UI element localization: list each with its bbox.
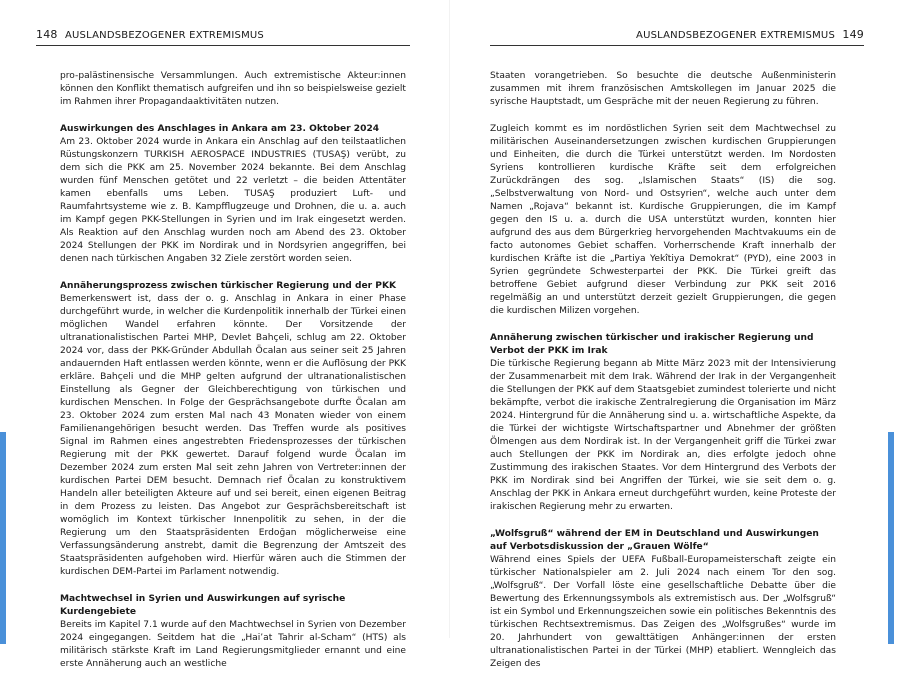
header-rule	[36, 45, 410, 46]
running-header-left	[36, 28, 264, 41]
page-number: 149	[842, 28, 864, 41]
paragraph: Staaten vorangetrieben. So besuchte die deutsche Außenministerin zusammen mit ihrem französischen Amtskollegen im Januar 2025 die syrische Hauptstadt, um Gespräche mit der neuen Regierung zu führen.	[490, 71, 836, 107]
subheading: Auswirkungen des Anschlages in Ankara am 23. Oktober 2024	[60, 124, 380, 134]
running-header-right	[636, 28, 864, 41]
paragraph: pro-palästinensische Versammlungen. Auch extremistische Akteur:innen können den Konflikt thematisch aufgreifen und ihn so beispielsweise gezielt im Rahmen ihrer Propagandaaktivitäten nutzen.	[60, 71, 406, 107]
paragraph: Die türkische Regierung begann ab Mitte März 2023 mit der Intensivierung der Zusammenarbeit mit dem Irak. Während der Irak in der Vergangenheit die Stellungen der PKK auf dem Staatsgebiet zumindest tolerierte und nicht bekämpfte, verbot die irakische Zentralregierung die Organisation im März 2024. Hintergrund für die Annäherung sind u. a. wirtschaftliche Aspekte, da die Türkei der wichtigste Wirtschaftspartner und Abnehmer der größten Ölmengen aus dem Nordirak ist. In der Vergangenheit griff die Türkei zwar auch Stellungen der PKK im Nordirak an, dies erfolgte jedoch ohne Zustimmung des irakischen Staates. Vor dem Hintergrund des Verbots der PKK im Nordirak sind bei Angriffen der Türkei, wie sie seit dem o. g. Anschlag der PKK in Ankara erneut durchgeführt wurden, keine Proteste der irakischen Regierung mehr zu erwarten.	[490, 359, 836, 512]
paragraph: Bemerkenswert ist, dass der o. g. Anschlag in Ankara in einer Phase durchgeführt wurde, in welcher die Kurdenpolitik innerhalb der Türkei einen möglichen Wandel erfahren könnte. Der Vorsitzende der ultranationalistischen Partei MHP, Devlet Bahçeli, schlug am 22. Oktober 2024 vor, dass der PKK-Gründer Abdullah Öcalan aus seiner seit 25 Jahren andauernden Haft entlassen werden könnte, wenn er die Auflösung der PKK erkläre. Bahçeli und die MHP gelten aufgrund der ultranationalistischen Einstellung als Gegner der Gleichberechtigung von türkischen und kurdischen Menschen. In Folge der Gesprächsangebote durfte Öcalan am 23. Oktober 2024 zum ersten Mal nach 43 Monaten wieder von einem Familienangehörigen besucht werden. Das Treffen wurde als positives Signal im Rahmen eines angestrebten Friedensprozesses der türkischen Regierung mit der PKK gewertet. Darauf folgend wurde Öcalan im Dezember 2024 zum ersten Mal seit zehn Jahren von Vertreter:innen der kurdischen Partei DEM besucht. Demnach rief Öcalan zu konstruktivem Handeln aller beteiligten Akteure auf und sei bereit, einen eigenen Beitrag in dem Prozess zu leisten. Das Angebot zur Gesprächsbereitschaft ist womöglich im Kontext türkischer Innenpolitik zu sehen, in der die Regierung um den Staatspräsidenten Erdoğan möglicherweise eine Verfassungsänderung anstrebt, damit die Begrenzung der Amtszeit des Staatspräsidenten aufgehoben wird. Hierfür wären auch die Stimmen der kurdischen DEM-Partei im Parlament notwendig.	[60, 294, 406, 577]
header-rule	[490, 45, 864, 46]
paragraph: Bereits im Kapitel 7.1 wurde auf den Machtwechsel in Syrien von Dezember 2024 eingegangen. Seitdem hat die „Hai’at Tahrir al-Scham“ (HTS) als militärisch stärkste Kraft im Land Regierungsmitglieder ernannt und eine erste Annäherung auch an westliche	[60, 620, 406, 669]
subheading: Machtwechsel in Syrien und Auswirkungen auf syrische Kurdengebiete	[60, 594, 346, 617]
right-body	[490, 70, 836, 685]
left-body	[60, 70, 406, 685]
right-page	[450, 0, 900, 669]
chapter-tab-marker	[0, 432, 6, 644]
subheading: Annäherung zwischen türkischer und irakischer Regierung und Verbot der PKK im Irak	[490, 333, 814, 356]
chapter-tab-marker	[888, 432, 894, 644]
section-title: AUSLANDSBEZOGENER EXTREMISMUS	[65, 30, 264, 41]
paragraph: Zugleich kommt es im nordöstlichen Syrien seit dem Machtwechsel zu militärischen Auseinandersetzungen zwischen kurdischen Gruppierungen und Einheiten, die durch die Türkei unterstützt werden. Im Nordosten Syriens kontrollieren kurdische Kräfte seit dem erfolgreichen Zurückdrängen des sog. „Islamischen Staats“ (IS) die sog. „Selbstverwaltung von Nord- und Ostsyrien“, welche auch unter dem Namen „Rojava“ bekannt ist. Kurdische Gruppierungen, die im Kampf gegen den IS u. a. durch die USA unterstützt wurden, konnten hier aufgrund des aus dem Bürgerkrieg hervorgehenden Machtvakuums ein de facto autonomes Gebiet schaffen. Vorherrschende Kraft innerhalb der kurdischen Kräfte ist die „Partiya Yekîtiya Demokrat“ (PYD), eine 2003 in Syrien gegründete Schwesterpartei der PKK. Die Türkei greift das betroffene Gebiet aufgrund dieser Verbindung zur PKK seit 2016 regelmäßig an und unterstützt derzeit gezielt Gruppierungen, die gegen die kurdischen Milizen vorgehen.	[490, 124, 836, 316]
page-number: 148	[36, 28, 58, 41]
subheading: Annäherungsprozess zwischen türkischer Regierung und der PKK	[60, 281, 397, 291]
left-page	[0, 0, 450, 669]
subheading: „Wolfsgruß“ während der EM in Deutschland und Auswirkungen auf Verbotsdiskussion der „Grauen Wölfe“	[490, 529, 819, 552]
paragraph: Während eines Spiels der UEFA Fußball-Europameisterschaft zeigte ein türkischer Nationalspieler am 2. Juli 2024 nach einem Tor den sog. „Wolfsgruß“. Der Vorfall löste eine gesellschaftliche Debatte über die Bewertung des Erkennungssymbols als extremistisch aus. Der „Wolfsgruß“ ist ein Symbol und Erkennungszeichen sowie ein politisches Bekenntnis des türkischen Rechtsextremismus. Das Zeigen des „Wolfsgrußes“ wurde im 20. Jahrhundert von gewalttätigen Anhänger:innen der ersten ultranationalistischen Partei in der Türkei (MHP) etabliert. Wenngleich das Zeigen des	[490, 555, 836, 669]
section-title: AUSLANDSBEZOGENER EXTREMISMUS	[636, 30, 835, 41]
paragraph: Am 23. Oktober 2024 wurde in Ankara ein Anschlag auf den teilstaatlichen Rüstungskonzern TURKISH AEROSPACE INDUSTRIES (TUSAŞ) verübt, zu dem sich die PKK am 25. November 2024 bekannte. Bei dem Anschlag wurden fünf Menschen getötet und 22 verletzt – die beiden Attentäter kamen ebenfalls ums Leben. TUSAŞ produziert Luft- und Raumfahrtsysteme wie z. B. Kampfflugzeuge und Drohnen, die u. a. auch im Kampf gegen PKK-Stellungen in Syrien und im Irak eingesetzt werden. Als Reaktion auf den Anschlag wurden noch am Abend des 23. Oktober 2024 Stellungen der PKK im Nordirak und in Nordsyrien angegriffen, bei denen nach türkischen Angaben 32 Ziele zerstört worden seien.	[60, 137, 406, 264]
